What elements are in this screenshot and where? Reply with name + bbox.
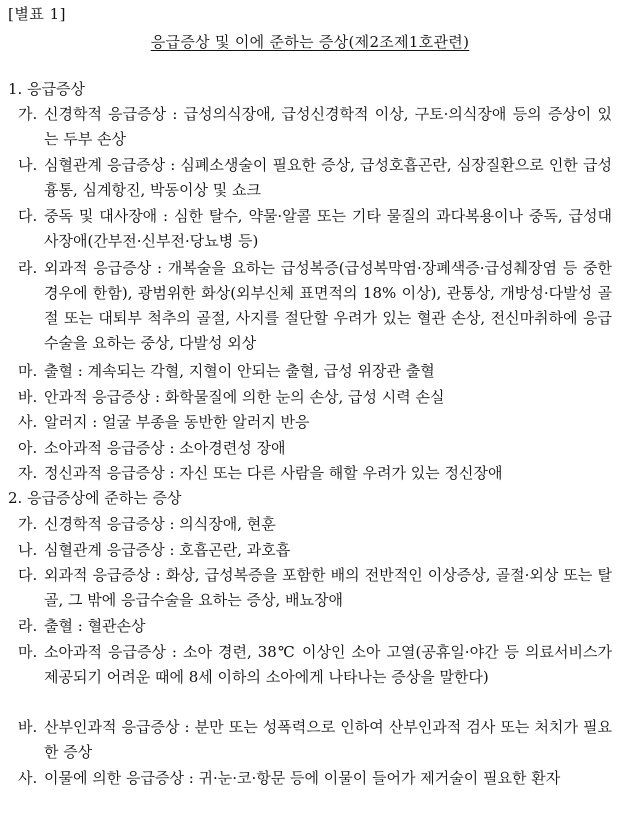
list-item xyxy=(18,410,612,435)
list-item xyxy=(18,461,612,486)
item-marker: 다. xyxy=(18,207,38,225)
item-text: 소아과적 응급증상 : 소아경련성 장애 xyxy=(44,439,286,457)
list-item xyxy=(18,538,612,563)
item-marker: 라. xyxy=(18,259,38,277)
list-item xyxy=(18,385,612,410)
section-heading-emergency: 1. 응급증상 xyxy=(8,80,86,98)
item-text: 외과적 응급증상 : 화상, 급성복증을 포함한 배의 전반적인 이상증상, 골절·외상 또는 탈골, 그 밖에 응급수술을 요하는 증상, 배뇨장애 xyxy=(44,566,612,609)
document-title: 응급증상 및 이에 준하는 증상(제2조제1호관련) xyxy=(150,33,470,51)
list-item xyxy=(18,512,612,537)
item-marker: 바. xyxy=(18,388,38,406)
item-marker: 마. xyxy=(18,362,38,380)
list-item xyxy=(18,766,612,791)
item-marker: 자. xyxy=(18,464,38,482)
item-text: 이물에 의한 응급증상 : 귀·눈·코·항문 등에 이물이 들어가 제거술이 필요한 환자 xyxy=(44,769,561,787)
section-heading-quasi-emergency: 2. 응급증상에 준하는 증상 xyxy=(8,489,182,507)
item-text: 출혈 : 혈관손상 xyxy=(44,617,146,635)
list-item xyxy=(18,153,612,203)
list-item xyxy=(18,256,612,356)
list-item xyxy=(18,715,612,765)
list-item xyxy=(18,436,612,461)
item-marker: 마. xyxy=(18,643,38,661)
item-text: 중독 및 대사장애 : 심한 탈수, 약물·알콜 또는 기타 물질의 과다복용이나 중독, 급성대사장애(간부전·신부전·당뇨병 등) xyxy=(44,207,612,250)
list-item xyxy=(18,614,612,639)
item-text: 신경학적 응급증상 : 의식장애, 현훈 xyxy=(44,515,276,533)
item-text: 출혈 : 계속되는 각혈, 지혈이 안되는 출혈, 급성 위장관 출혈 xyxy=(44,362,435,380)
item-marker: 사. xyxy=(18,413,38,431)
item-text: 알러지 : 얼굴 부종을 동반한 알러지 반응 xyxy=(44,413,310,431)
item-text: 심혈관계 응급증상 : 심폐소생술이 필요한 증상, 급성호흡곤란, 심장질환으로 인한 급성 흉통, 심계항진, 박동이상 및 쇼크 xyxy=(44,156,612,199)
item-text: 외과적 응급증상 : 개복술을 요하는 급성복증(급성복막염·장폐색증·급성췌장염 등 중한 경우에 한함), 광범위한 화상(외부신체 표면적의 18% 이상), 관통상, 개방성·다발성 골절 또는 대퇴부 척추의 골절, 사지를 절단할 우려가 있는 혈관 손상, 전신마취하에 응급수술을 요하는 중상, 다발성 외상 xyxy=(44,259,612,352)
item-marker: 라. xyxy=(18,617,38,635)
item-text: 정신과적 응급증상 : 자신 또는 다른 사람을 해할 우려가 있는 정신장애 xyxy=(44,464,503,482)
item-text: 안과적 응급증상 : 화학물질에 의한 눈의 손상, 급성 시력 손실 xyxy=(44,388,445,406)
item-marker: 아. xyxy=(18,439,38,457)
item-text: 산부인과적 응급증상 : 분만 또는 성폭력으로 인하여 산부인과적 검사 또는 처치가 필요한 증상 xyxy=(44,718,612,761)
item-marker: 다. xyxy=(18,566,38,584)
list-item xyxy=(18,204,612,254)
item-marker: 나. xyxy=(18,541,38,559)
list-item xyxy=(18,563,612,613)
item-marker: 가. xyxy=(18,515,38,533)
item-marker: 나. xyxy=(18,156,38,174)
item-marker: 바. xyxy=(18,718,38,736)
table-label: [별표 1] xyxy=(8,5,66,23)
item-marker: 사. xyxy=(18,769,38,787)
list-item xyxy=(18,640,612,690)
item-text: 심혈관계 응급증상 : 호흡곤란, 과호흡 xyxy=(44,541,291,559)
item-marker: 가. xyxy=(18,105,38,123)
item-text: 소아과적 응급증상 : 소아 경련, 38℃ 이상인 소아 고열(공휴일·야간 등 의료서비스가 제공되기 어려운 때에 8세 이하의 소아에게 나타나는 증상을 말한다) xyxy=(44,643,612,686)
item-text: 신경학적 응급증상 : 급성의식장애, 급성신경학적 이상, 구토·의식장애 등의 증상이 있는 두부 손상 xyxy=(44,105,612,148)
list-item xyxy=(18,102,612,152)
list-item xyxy=(18,359,612,384)
